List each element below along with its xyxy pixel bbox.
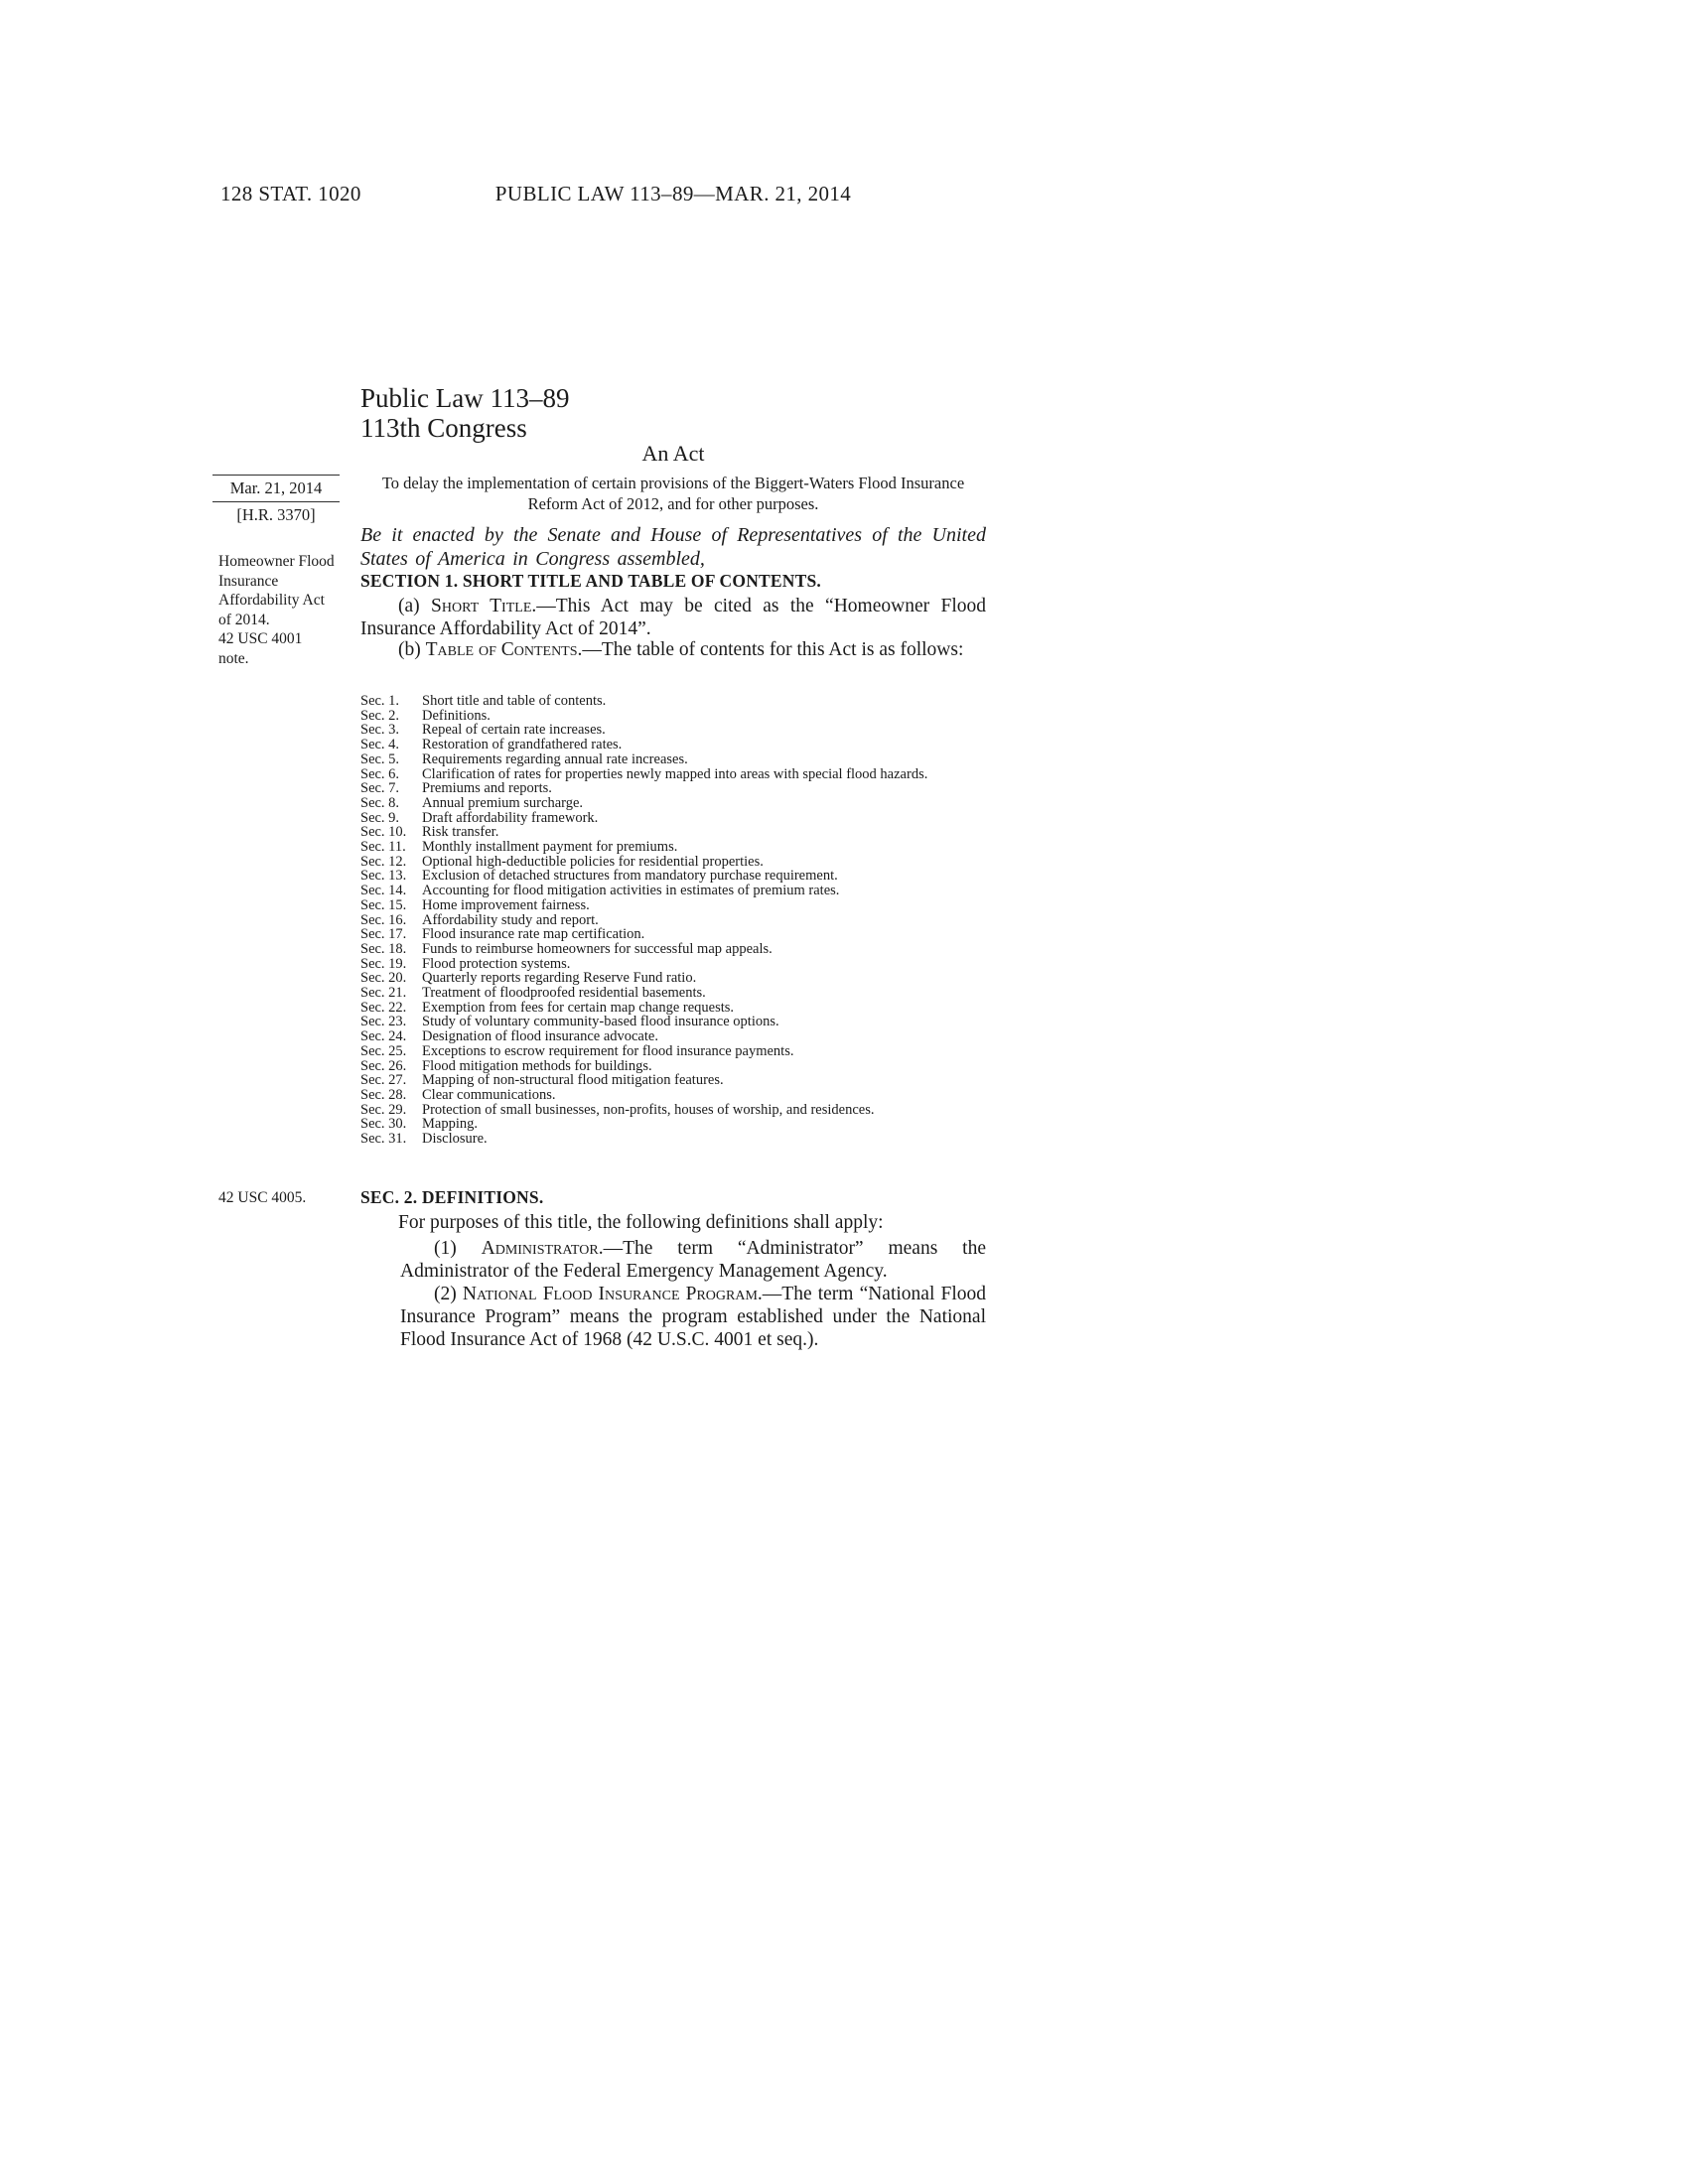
toc-entry-text: Definitions. bbox=[422, 707, 491, 724]
toc-entry-number: Sec. 9. bbox=[360, 809, 400, 826]
margin-note-sec2-usc: 42 USC 4005. bbox=[218, 1189, 307, 1206]
definitions-list bbox=[360, 1237, 986, 1351]
toc-entry bbox=[360, 927, 986, 942]
toc-entry bbox=[360, 781, 986, 796]
toc-entry bbox=[360, 957, 986, 972]
toc-entry-text: Accounting for flood mitigation activities in estimates of premium rates. bbox=[422, 883, 840, 899]
toc-entry-text: Flood insurance rate map certification. bbox=[422, 926, 645, 943]
toc-entry bbox=[360, 752, 986, 767]
toc-entry-number: Sec. 7. bbox=[360, 780, 400, 797]
toc-entry bbox=[360, 884, 986, 898]
toc-entry-number: Sec. 19. bbox=[360, 955, 407, 972]
toc-entry-text: Optional high-deductible policies for residential properties. bbox=[422, 853, 764, 870]
section-1b-label: (b) bbox=[398, 639, 426, 660]
toc-entry-text: Restoration of grandfathered rates. bbox=[422, 737, 623, 753]
toc-entry-text: Clarification of rates for properties newly mapped into areas with special flood hazards. bbox=[422, 765, 928, 782]
toc-entry-text: Draft affordability framework. bbox=[422, 809, 599, 826]
toc-entry-text: Study of voluntary community-based flood insurance options. bbox=[422, 1014, 779, 1030]
toc-entry-number: Sec. 11. bbox=[360, 839, 406, 856]
toc-entry-number: Sec. 6. bbox=[360, 765, 400, 782]
toc-entry-text: Designation of flood insurance advocate. bbox=[422, 1028, 658, 1045]
running-head-law-title: PUBLIC LAW 113–89—MAR. 21, 2014 bbox=[494, 182, 852, 205]
toc-entry bbox=[360, 1059, 986, 1074]
margin-note-date-block bbox=[212, 475, 340, 528]
toc-entry bbox=[360, 942, 986, 957]
toc-entry-text: Requirements regarding annual rate increases. bbox=[422, 751, 688, 767]
toc-entry-number: Sec. 1. bbox=[360, 693, 400, 709]
section-1a-label: (a) bbox=[398, 596, 432, 616]
toc-entry-text: Quarterly reports regarding Reserve Fund ratio. bbox=[422, 970, 697, 987]
toc-entry-text: Mapping of non-structural flood mitigation features. bbox=[422, 1072, 724, 1089]
bill-number: [H.R. 3370] bbox=[236, 505, 316, 524]
toc-entry-number: Sec. 26. bbox=[360, 1057, 407, 1074]
toc-entry-text: Funds to reimburse homeowners for successful map appeals. bbox=[422, 940, 773, 957]
toc-entry-number: Sec. 27. bbox=[360, 1072, 407, 1089]
toc-entry-number: Sec. 8. bbox=[360, 794, 400, 811]
law-number-heading bbox=[360, 383, 986, 443]
toc-entry-number: Sec. 18. bbox=[360, 940, 407, 957]
usc-4001-note: 42 USC 4001 note. bbox=[218, 630, 303, 667]
toc-entry bbox=[360, 840, 986, 855]
toc-entry bbox=[360, 767, 986, 782]
enacting-clause: Be it enacted by the Senate and House of Representatives of the United States of America in Congress assembled, bbox=[360, 524, 986, 570]
toc-entry bbox=[360, 1029, 986, 1044]
toc-entry-number: Sec. 5. bbox=[360, 751, 400, 767]
an-act-heading: An Act bbox=[641, 441, 705, 466]
toc-entry-number: Sec. 21. bbox=[360, 985, 407, 1002]
toc-entry-number: Sec. 16. bbox=[360, 911, 407, 928]
definition-item bbox=[400, 1283, 986, 1351]
toc-entry-number: Sec. 31. bbox=[360, 1131, 407, 1148]
toc-entry bbox=[360, 1001, 986, 1016]
act-short-title-note: Homeowner Flood Insurance Affordability Act of 2014. bbox=[218, 553, 335, 628]
toc-entry-number: Sec. 13. bbox=[360, 868, 407, 885]
toc-entry bbox=[360, 796, 986, 811]
toc-entry-number: Sec. 20. bbox=[360, 970, 407, 987]
toc-entry-number: Sec. 3. bbox=[360, 722, 400, 739]
toc-entry bbox=[360, 811, 986, 826]
toc-entry bbox=[360, 1103, 986, 1118]
toc-entry-number: Sec. 10. bbox=[360, 824, 407, 841]
definition-term: National Flood Insurance Program bbox=[462, 1284, 758, 1304]
section-1b-text: .—The table of contents for this Act is as follows: bbox=[577, 639, 964, 660]
toc-entry bbox=[360, 709, 986, 724]
toc-entry bbox=[360, 1073, 986, 1088]
toc-entry bbox=[360, 971, 986, 986]
toc-entry-text: Clear communications. bbox=[422, 1086, 556, 1103]
toc-entry bbox=[360, 1117, 986, 1132]
definition-item bbox=[400, 1237, 986, 1283]
toc-entry-text: Protection of small businesses, non-profits, houses of worship, and residences. bbox=[422, 1101, 875, 1118]
toc-entry-text: Exemption from fees for certain map change requests. bbox=[422, 999, 735, 1016]
toc-entry-text: Flood mitigation methods for buildings. bbox=[422, 1057, 652, 1074]
toc-entry bbox=[360, 1088, 986, 1103]
toc-entry-number: Sec. 29. bbox=[360, 1101, 407, 1118]
toc-entry-text: Annual premium surcharge. bbox=[422, 794, 584, 811]
enactment-date: Mar. 21, 2014 bbox=[229, 478, 323, 497]
toc-entry bbox=[360, 913, 986, 928]
section-1a-paragraph bbox=[360, 596, 986, 640]
section-1b-term: Table of Contents bbox=[425, 639, 578, 660]
table-of-contents bbox=[360, 694, 986, 1147]
toc-entry-number: Sec. 15. bbox=[360, 896, 407, 913]
toc-entry-number: Sec. 22. bbox=[360, 999, 407, 1016]
toc-entry-text: Mapping. bbox=[422, 1116, 478, 1133]
toc-entry-number: Sec. 17. bbox=[360, 926, 407, 943]
toc-entry bbox=[360, 723, 986, 738]
toc-entry-number: Sec. 12. bbox=[360, 853, 407, 870]
toc-entry bbox=[360, 855, 986, 870]
definition-number: (1) bbox=[434, 1238, 482, 1259]
toc-entry-text: Home improvement fairness. bbox=[422, 896, 590, 913]
toc-entry-text: Short title and table of contents. bbox=[422, 693, 607, 709]
margin-note-act-citation bbox=[218, 552, 336, 668]
toc-entry-text: Affordability study and report. bbox=[422, 911, 599, 928]
toc-entry bbox=[360, 738, 986, 752]
toc-entry-text: Exceptions to escrow requirement for flood insurance payments. bbox=[422, 1042, 794, 1059]
toc-entry bbox=[360, 869, 986, 884]
toc-entry-number: Sec. 4. bbox=[360, 737, 400, 753]
toc-entry-number: Sec. 2. bbox=[360, 707, 400, 724]
definition-text: .—The term “Administrator” means the Administrator of the Federal Emergency Management Agency. bbox=[400, 1238, 986, 1282]
toc-entry bbox=[360, 1132, 986, 1147]
toc-entry-number: Sec. 14. bbox=[360, 883, 407, 899]
toc-entry-number: Sec. 25. bbox=[360, 1042, 407, 1059]
toc-entry bbox=[360, 1044, 986, 1059]
toc-entry-text: Exclusion of detached structures from mandatory purchase requirement. bbox=[422, 868, 838, 885]
definition-term: Administrator bbox=[481, 1238, 599, 1259]
stat-page-number: 128 STAT. 1020 bbox=[220, 182, 361, 205]
definition-number: (2) bbox=[434, 1284, 463, 1304]
toc-entry-text: Premiums and reports. bbox=[422, 780, 552, 797]
toc-entry-text: Risk transfer. bbox=[422, 824, 499, 841]
toc-entry-number: Sec. 30. bbox=[360, 1116, 407, 1133]
toc-entry-number: Sec. 24. bbox=[360, 1028, 407, 1045]
toc-entry bbox=[360, 825, 986, 840]
public-law-number: Public Law 113–89 bbox=[360, 383, 570, 413]
toc-entry bbox=[360, 1015, 986, 1029]
section-1b-paragraph bbox=[360, 639, 986, 662]
section-2-heading: SEC. 2. DEFINITIONS. bbox=[360, 1187, 544, 1207]
act-purpose: To delay the implementation of certain provisions of the Biggert-Waters Flood Insurance Reform Act of 2012, and for other purposes. bbox=[381, 474, 965, 513]
congress-number: 113th Congress bbox=[360, 413, 527, 443]
toc-entry bbox=[360, 986, 986, 1001]
toc-entry bbox=[360, 898, 986, 913]
toc-entry-text: Treatment of floodproofed residential basements. bbox=[422, 985, 706, 1002]
section-1a-text: .—This Act may be cited as the “Homeowner Flood Insurance Affordability Act of 2014”. bbox=[360, 596, 986, 639]
section-1a-term: Short Title bbox=[431, 596, 532, 616]
section-1-heading: SECTION 1. SHORT TITLE AND TABLE OF CONTENTS. bbox=[360, 571, 822, 591]
toc-entry-text: Flood protection systems. bbox=[422, 955, 571, 972]
section-2-intro: For purposes of this title, the following definitions shall apply: bbox=[398, 1212, 884, 1233]
toc-entry-number: Sec. 28. bbox=[360, 1086, 407, 1103]
toc-entry bbox=[360, 694, 986, 709]
statute-body bbox=[360, 0, 986, 2184]
toc-entry-text: Disclosure. bbox=[422, 1131, 488, 1148]
toc-entry-text: Repeal of certain rate increases. bbox=[422, 722, 606, 739]
definition-text: .—The term “National Flood Insurance Program” means the program established under the National Flood Insurance Act of 1968 (42 U.S.C. 4001 et seq.). bbox=[400, 1284, 986, 1350]
toc-entry-text: Monthly installment payment for premiums. bbox=[422, 839, 678, 856]
toc-entry-number: Sec. 23. bbox=[360, 1014, 407, 1030]
